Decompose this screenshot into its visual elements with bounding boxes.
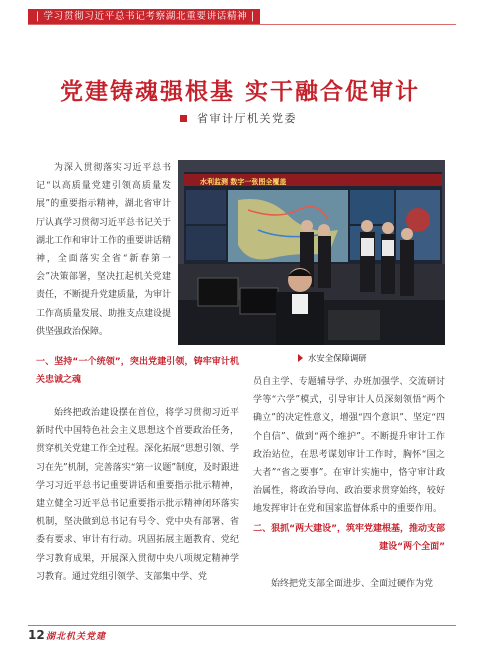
control-room-illustration [178,160,445,345]
byline-text: 省审计厅机关党委 [197,112,297,125]
caption-arrow-icon [298,354,303,362]
column-title: 学习贯彻习近平总书记考察湖北重要讲话精神 [43,11,248,22]
caption-text: 水安全保障调研 [308,353,367,363]
section1-continued-paragraph: 员自主学、专题辅导学、办班加强学、交流研讨学等“六学”模式，引导审计人员深刻领悟“两个确立”的决定性意义，增强“四个意识”、坚定“四个自信”、做到“两个维护”。不断提升审计工作政治站位，在思考谋划审计工作时，胸怀“国之大者”“省之要事”。在审计实施中，恪守审计政治属性，将政治导向、政治要求贯穿始终，较好地发挥审计在党和国家监督体系中的重要作用。 [253,377,445,515]
article-photo [178,160,445,345]
section1-paragraph: 始终把政治建设摆在首位，将学习贯彻习近平新时代中国特色社会主义思想这个首要政治任务，贯穿机关党建工作全过程。深化拓展“思想引领、学习在先”机制，完善落实“第一议题”制度，及时跟进学习习近平总书记重要讲话和重要指示批示精神，建立健全习近平总书记重要指示批示精神闭环落实机制，坚决做到总书记有号令、党中央有部署、省委有要求、审计有行动。巩固拓展主题教育、党纪学习教育成果，开展深入贯彻中央八项规定精神学习教育。通过党组引领学、支部集中学、党 [36,408,239,582]
page-number: 12 [28,628,45,642]
section2-paragraph: 始终把党支部全面进步、全面过硬作为党 [271,579,434,589]
byline [180,110,297,126]
intro-paragraph: 为深入贯彻落实习近平总书记“以高质量党建引领高质量发展”的重要指示精神，湖北省审计厅认真学习贯彻习近平总书记关于湖北工作和审计工作的重要讲话精神，全面落实全省“新春第一会”决策部署，坚决扛起机关党建责任，不断提升党建质量，为审计工作高质量发展、助推支点建设提供坚强政治保障。 [36,163,172,337]
square-bullet-icon [180,115,187,122]
article-title: 党建铸魂强根基 实干融合促审计 [59,79,420,105]
section1-heading: 一、坚持“一个统领”，突出党建引领，铸牢审计机关忠诚之魂 [36,357,239,385]
photo-banner-text: 水利监测 数字一张图全覆盖 [200,178,287,186]
magazine-name: 湖北机关党建 [46,632,107,642]
header-divider [28,24,456,25]
photo-caption [298,352,367,364]
column-header: | 学习贯彻习近平总书记考察湖北重要讲话精神 | [28,9,260,24]
footer-divider [28,625,456,626]
section2-heading: 二、狠抓“两大建设”，筑牢党建根基，推动支部建设“两个全面” [253,524,445,552]
